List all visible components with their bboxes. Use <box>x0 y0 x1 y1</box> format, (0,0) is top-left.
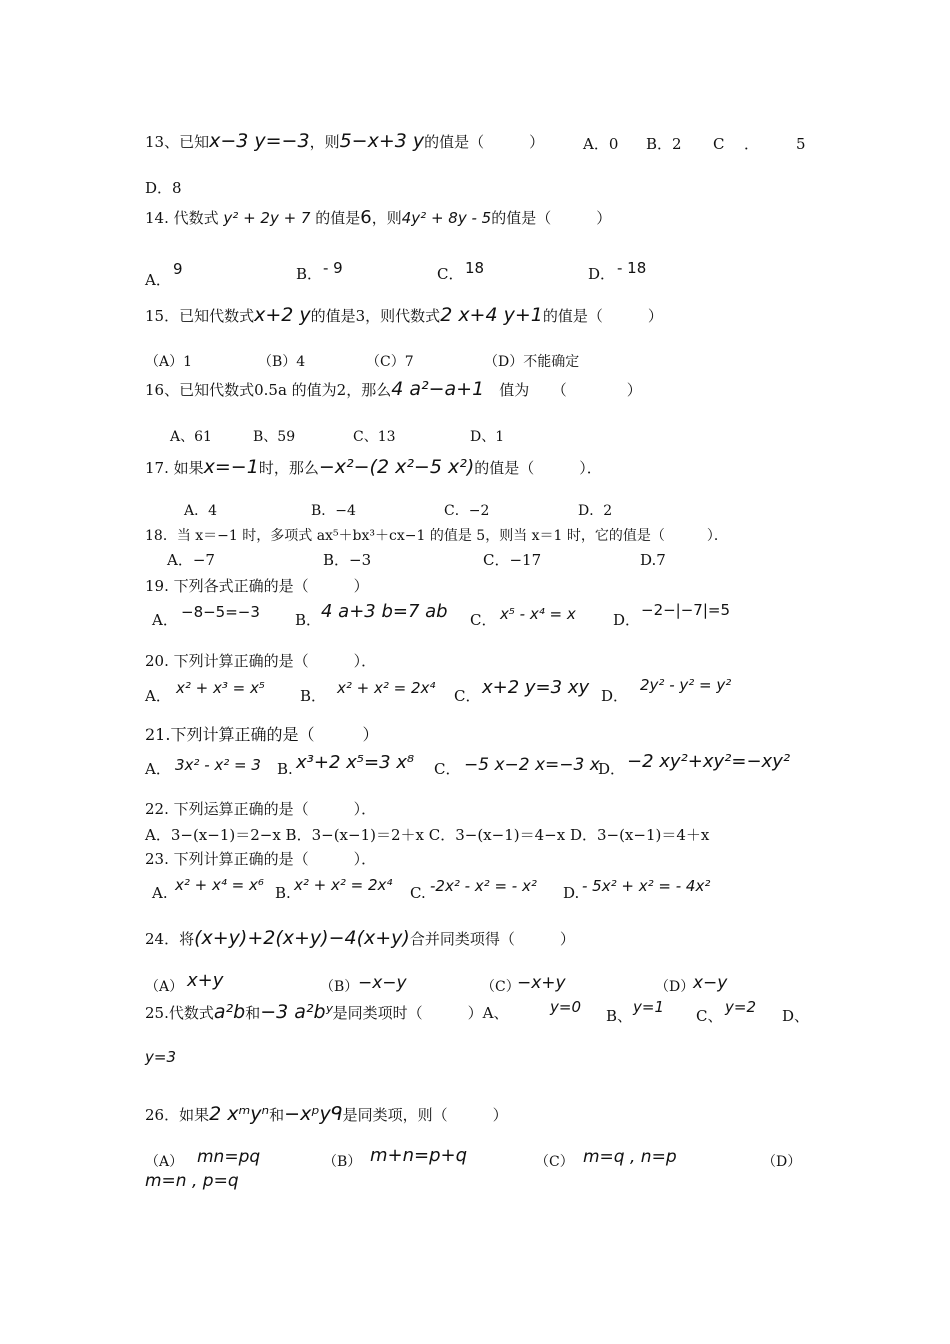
q20-option-b-value: x² + x² = 2x⁴ <box>337 679 436 697</box>
q13-option-b: B．2 <box>646 135 682 153</box>
q25-option-d-value: y=3 <box>145 1048 176 1066</box>
q16-expr: 4 a²−a+1 <box>391 378 485 400</box>
q14-option-a: A． <box>145 271 171 289</box>
q15-expr-1: x+2 y <box>254 304 311 326</box>
question-23: 23. 下列计算正确的是（ ）． <box>145 850 377 868</box>
q16-stem-2: 值为 （ ） <box>499 381 642 399</box>
q14-option-b-value: - 9 <box>323 259 343 277</box>
q25-stem-2: 和 <box>245 1004 261 1022</box>
q20-option-d: D． <box>601 687 629 705</box>
q25-option-b: B、 <box>606 1007 633 1025</box>
q23-option-b-value: x² + x² = 2x⁴ <box>294 876 393 894</box>
q14-option-b: B． <box>296 265 323 283</box>
q14-option-a-value: 9 <box>173 260 183 278</box>
q24-expr: (x+y)+2(x+y)−4(x+y) <box>194 927 410 949</box>
q17-option-a: A．4 <box>184 503 218 519</box>
q14-stem-3: ，则 <box>371 209 402 227</box>
q21-option-c: C． <box>434 760 461 778</box>
q17-option-b: B．−4 <box>311 503 356 519</box>
q25-option-b-value: y=1 <box>633 998 664 1016</box>
question-17 <box>145 457 602 478</box>
q14-stem-4: 的值是（ ） <box>491 209 612 227</box>
q23-option-a-value: x² + x⁴ = x⁶ <box>175 876 264 894</box>
q25-option-d: D、 <box>782 1007 810 1025</box>
q13-option-a: A．0 <box>583 135 619 153</box>
q26-option-d-value: m=n , p=q <box>145 1171 239 1191</box>
q21-option-c-value: −5 x−2 x=−3 x <box>464 755 600 775</box>
question-24 <box>145 928 575 949</box>
q18-option-b: B．−3 <box>323 551 372 569</box>
question-20: 20. 下列计算正确的是（ ）． <box>145 652 377 670</box>
q23-option-c: C. <box>410 884 426 902</box>
q13-option-c-dot: ． <box>744 135 760 153</box>
q16-stem: 16、已知代数式0.5a 的值为2，那么 <box>145 381 392 399</box>
q26-option-c: （C） <box>535 1154 574 1170</box>
q18-option-c: C．−17 <box>483 551 542 569</box>
q25-stem: 25.代数式 <box>145 1004 214 1022</box>
question-15 <box>145 305 663 326</box>
q24-stem: 24．将 <box>145 930 195 948</box>
q13-expr-2: 5−x+3 y <box>339 130 425 152</box>
q15-stem-2: 的值是3，则代数式 <box>310 307 441 325</box>
q16-option-a: A、61 <box>170 429 212 445</box>
q19-option-d: D． <box>613 611 641 629</box>
q26-stem: 26．如果 <box>145 1106 210 1124</box>
q14-expr-1: y² + 2y + 7 <box>223 209 311 227</box>
q17-option-d: D．2 <box>578 503 613 519</box>
q16-option-b: B、59 <box>253 429 296 445</box>
q25-option-c-value: y=2 <box>725 998 756 1016</box>
q21-option-d-value: −2 xy²+xy²=−xy² <box>627 751 791 772</box>
q22-options: A．3−(x−1)＝2−x B．3−(x−1)＝2＋x C．3−(x−1)＝4−x D．3−(x−1)＝4＋x <box>145 826 710 844</box>
q21-option-d: D． <box>598 760 626 778</box>
q25-expr-1: a²b <box>213 1001 246 1023</box>
q17-stem-2: 时，那么 <box>258 459 319 477</box>
q14-value: 6 <box>360 207 372 228</box>
q24-option-c: （C） <box>481 979 520 995</box>
q26-expr-2: −xᵖyᑫ <box>284 1103 343 1125</box>
q17-expr-2: −x²−(2 x²−5 x²) <box>318 456 475 478</box>
q25-expr-2: −3 a²bʸ <box>260 1001 333 1023</box>
q19-option-d-value: −2−|−7|=5 <box>641 601 731 619</box>
q26-option-a-value: mn=pq <box>197 1147 261 1167</box>
q20-option-c-value: x+2 y=3 xy <box>482 677 590 698</box>
q19-option-b: B． <box>295 611 322 629</box>
q13-stem: 13、已知 <box>145 133 210 151</box>
question-16 <box>145 379 642 400</box>
q14-stem: 14. 代数式 <box>145 209 219 227</box>
q24-option-d-value: x−y <box>693 973 728 993</box>
q26-option-b-value: m+n=p+q <box>370 1145 468 1166</box>
q26-stem-3: 是同类项，则（ ） <box>342 1106 508 1124</box>
question-14 <box>145 208 611 228</box>
q21-option-b: B. <box>277 760 293 778</box>
question-21: 21.下列计算正确的是（ ） <box>145 725 379 744</box>
q13-expr-1: x−3 y=−3 <box>209 130 310 152</box>
q17-expr-1: x=−1 <box>203 456 259 478</box>
q24-option-b: （B） <box>320 979 359 995</box>
q24-option-b-value: −x−y <box>358 973 407 993</box>
q23-option-c-value: -2x² - x² = - x² <box>430 877 537 895</box>
question-18: 18．当 x＝−1 时，多项式 ax⁵＋bx³＋cx−1 的值是 5，则当 x＝1 时，它的值是（ ）． <box>145 528 728 544</box>
q23-option-d-value: - 5x² + x² = - 4x² <box>582 877 711 895</box>
q15-option-d: （D）不能确定 <box>484 354 580 370</box>
q19-option-c: C． <box>470 611 497 629</box>
q19-option-b-value: 4 a+3 b=7 ab <box>321 601 448 622</box>
q21-option-a-value: 3x² - x² = 3 <box>175 756 261 774</box>
q26-option-d: （D） <box>762 1154 802 1170</box>
q15-expr-2: 2 x+4 y+1 <box>440 304 543 326</box>
q14-option-c-value: 18 <box>465 259 485 277</box>
q17-stem-3: 的值是（ ）． <box>474 459 602 477</box>
q15-option-b: （B）4 <box>258 354 306 370</box>
q25-option-c: C、 <box>696 1007 723 1025</box>
q26-expr-1: 2 xᵐyⁿ <box>209 1103 270 1125</box>
q14-stem-2: 的值是 <box>315 209 361 227</box>
q20-option-a-value: x² + x³ = x⁵ <box>176 679 265 697</box>
q23-option-a: A. <box>152 884 168 902</box>
q23-option-b: B. <box>275 884 291 902</box>
q13-stem-3: 的值是（ ） <box>424 133 545 151</box>
q15-stem: 15．已知代数式 <box>145 307 255 325</box>
q14-option-d-value: - 18 <box>617 259 647 277</box>
q16-option-c: C、13 <box>353 429 396 445</box>
q26-option-a: （A） <box>145 1154 184 1170</box>
q13-option-d: D．8 <box>145 179 182 197</box>
q13-stem-2: ，则 <box>309 133 340 151</box>
q20-option-b: B． <box>300 687 327 705</box>
q21-option-b-value: x³+2 x⁵=3 x⁸ <box>296 752 415 773</box>
q17-option-c: C．−2 <box>444 503 490 519</box>
question-22: 22. 下列运算正确的是（ ）． <box>145 800 377 818</box>
q24-option-a: （A） <box>145 979 184 995</box>
q24-option-a-value: x+y <box>187 970 224 991</box>
question-19: 19. 下列各式正确的是（ ） <box>145 577 369 595</box>
q24-option-c-value: −x+y <box>517 973 566 993</box>
q13-option-c: C <box>713 135 725 153</box>
q14-expr-2: 4y² + 8y - 5 <box>401 209 492 227</box>
question-25 <box>145 1002 509 1023</box>
q18-option-a: A．−7 <box>167 551 215 569</box>
q14-option-c: C． <box>437 265 464 283</box>
q17-stem: 17. 如果 <box>145 459 204 477</box>
q25-stem-3: 是同类项时（ ）A、 <box>332 1004 509 1022</box>
q19-option-a-value: −8−5=−3 <box>181 603 260 621</box>
q16-option-d: D、1 <box>470 429 505 445</box>
q15-option-c: （C）7 <box>366 354 414 370</box>
q20-option-c: C． <box>454 687 481 705</box>
q20-option-a: A． <box>145 687 171 705</box>
q20-option-d-value: 2y² - y² = y² <box>640 676 732 694</box>
q13-option-c-value: 5 <box>796 135 806 153</box>
question-13 <box>145 131 544 152</box>
q26-option-c-value: m=q , n=p <box>583 1147 677 1167</box>
q15-stem-3: 的值是（ ） <box>542 307 663 325</box>
q19-option-c-value: x⁵ - x⁴ = x <box>500 605 576 623</box>
q26-option-b: （B） <box>323 1154 362 1170</box>
q25-option-a-value: y=0 <box>550 998 581 1016</box>
q15-option-a: （A）1 <box>145 354 193 370</box>
q18-option-d: D.7 <box>640 551 666 569</box>
q23-option-d: D. <box>563 884 580 902</box>
q24-stem-2: 合并同类项得（ ） <box>409 930 575 948</box>
q21-option-a: A． <box>145 760 171 778</box>
q26-stem-2: 和 <box>269 1106 285 1124</box>
question-26 <box>145 1104 508 1125</box>
q24-option-d: （D） <box>655 979 695 995</box>
q14-option-d: D． <box>588 265 616 283</box>
q19-option-a: A． <box>152 611 178 629</box>
